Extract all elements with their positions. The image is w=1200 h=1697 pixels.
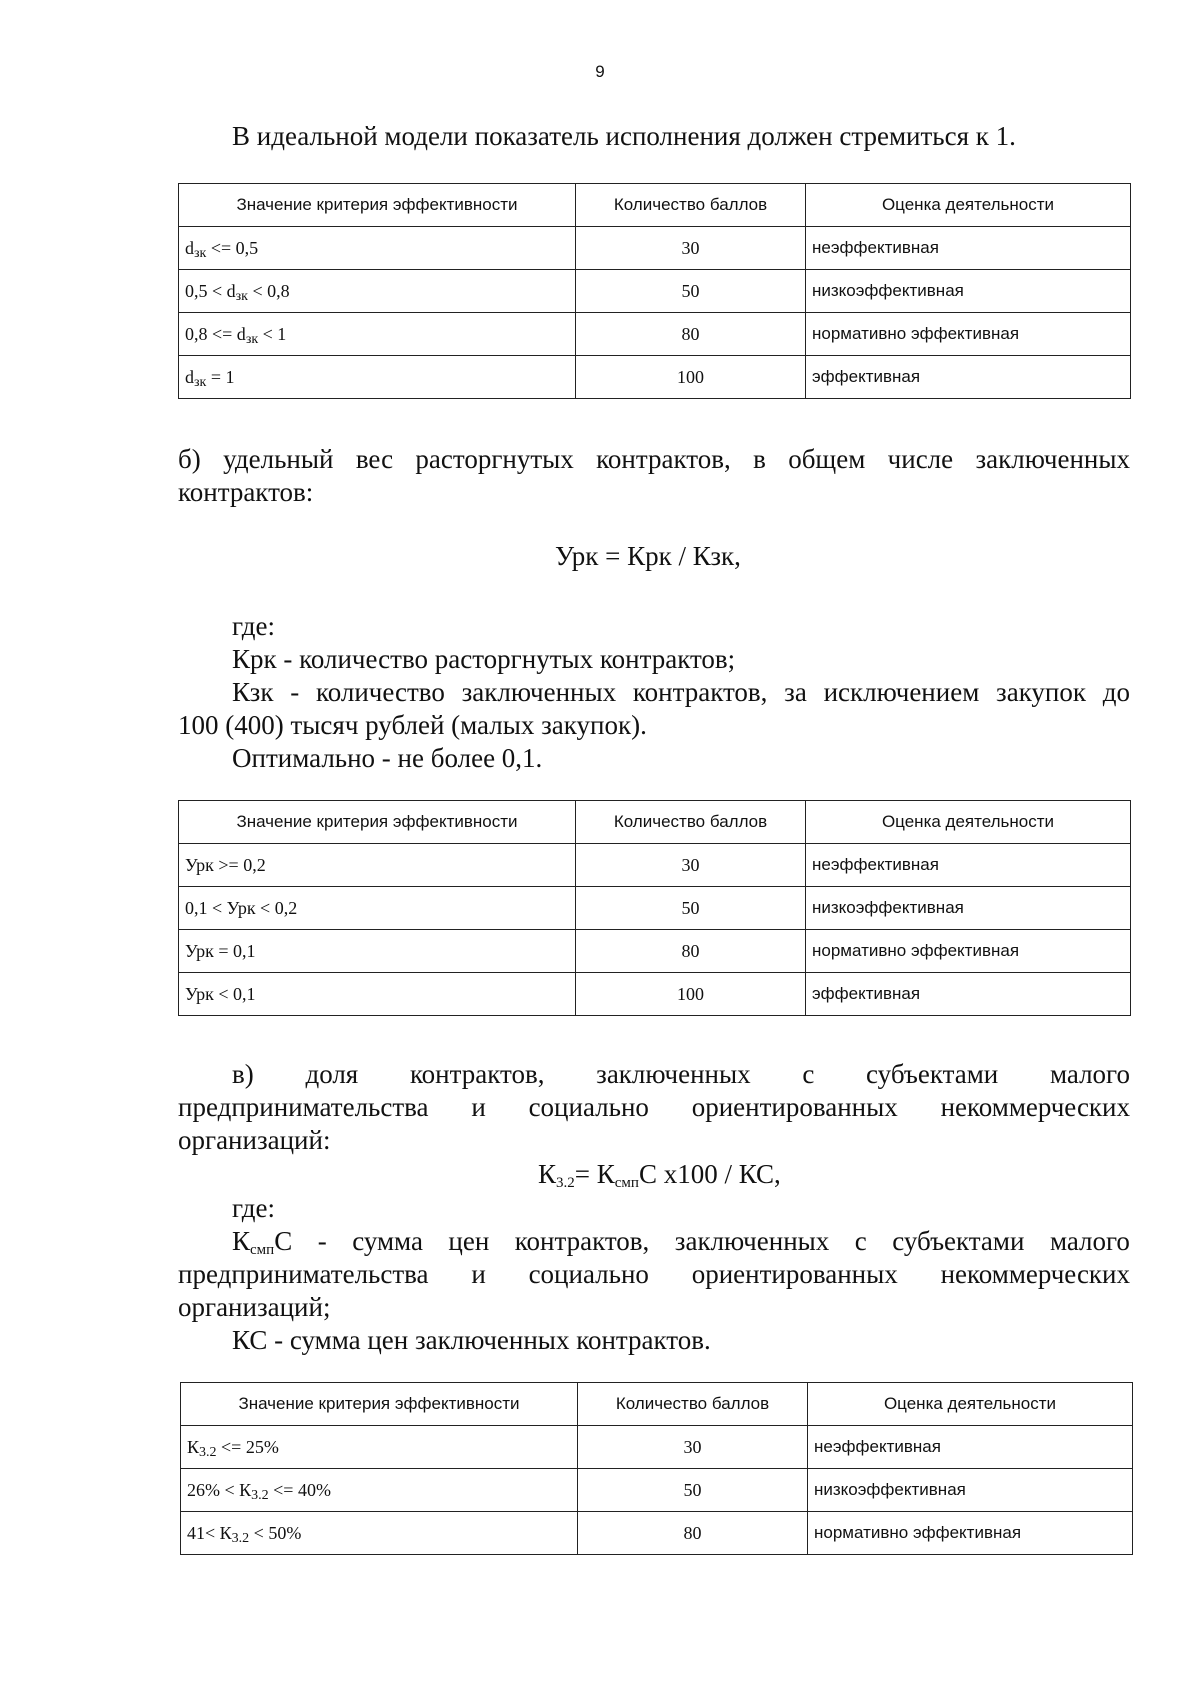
points-value: 30 [576,227,806,270]
points-value: 50 [576,887,806,930]
points-value: 100 [576,356,806,399]
criterion-value: Урк = 0,1 [179,930,576,973]
criterion-value: $26\% < К_{3.2} <= 40\%$ [181,1469,578,1512]
formula-urk: Урк = Крк / Кзк, [555,541,741,571]
ksmp-definition-line2: предпринимательства и социально ориентированных некоммерческих [178,1259,1130,1289]
section-v-line2: предпринимательства и социально ориентированных некоммерческих [178,1092,1130,1122]
criterion-value: 0,1 < Урк < 0,2 [179,887,576,930]
grade-value: неэффективная [808,1426,1133,1469]
header-criterion: Значение критерия эффективности [179,184,576,227]
table-header-row [181,1383,1133,1426]
intro-paragraph: В идеальной модели показатель исполнения должен стремиться к 1. [232,121,1016,151]
criterion-value: Урк >= 0,2 [179,844,576,887]
table-header-row [179,184,1131,227]
ks-definition: КС - сумма цен заключенных контрактов. [232,1325,711,1355]
criterion-value: $0,5 < d_{зк} < 0,8$ [179,270,576,313]
table-row [181,1469,1133,1512]
table-row [179,227,1131,270]
table-row [179,887,1131,930]
points-value: 100 [576,973,806,1016]
page-number: 9 [595,62,605,81]
criteria-table-3 [180,1382,1133,1555]
table-row [179,973,1131,1016]
ksmp-definition-line1: $К_{смп}С$ - сумма цен контрактов, заключенных с субъектами малого [232,1226,1130,1258]
points-value: 80 [576,313,806,356]
header-points: Количество баллов [576,801,806,844]
points-value: 80 [578,1512,808,1555]
table-row [179,270,1131,313]
section-v-line1: в) доля контрактов, заключенных с субъектами малого [232,1059,1130,1089]
grade-value: неэффективная [806,844,1131,887]
header-points: Количество баллов [578,1383,808,1426]
table-row [181,1426,1133,1469]
header-points: Количество баллов [576,184,806,227]
header-criterion: Значение критерия эффективности [179,801,576,844]
formula-k32: $К_{3.2}= К_{смп}С$ х100 / КС, [538,1159,781,1191]
header-criterion: Значение критерия эффективности [181,1383,578,1426]
where-label: где: [232,611,275,641]
header-grade: Оценка деятельности [806,184,1131,227]
optimal-note: Оптимально - не более 0,1. [232,743,543,773]
points-value: 30 [578,1426,808,1469]
points-value: 80 [576,930,806,973]
criterion-value: $К_{3.2} <= 25\%$ [181,1426,578,1469]
krk-definition: Крк - количество расторгнутых контрактов; [232,644,736,674]
points-value: 50 [578,1469,808,1512]
grade-value: нормативно эффективная [806,930,1131,973]
table-row [179,844,1131,887]
header-grade: Оценка деятельности [808,1383,1133,1426]
points-value: 30 [576,844,806,887]
where-label-2: где: [232,1193,275,1223]
grade-value: нормативно эффективная [806,313,1131,356]
section-b-heading-continued: контрактов: [178,477,314,507]
table-row [179,313,1131,356]
criterion-value: $d_{зк} <= 0,5$ [179,227,576,270]
section-v-line3: организаций: [178,1125,331,1155]
grade-value: неэффективная [806,227,1131,270]
kzk-definition-line2: 100 (400) тысяч рублей (малых закупок). [178,710,647,740]
table-row [179,930,1131,973]
grade-value: низкоэффективная [806,270,1131,313]
criteria-table-2 [178,800,1131,1016]
grade-value: низкоэффективная [806,887,1131,930]
grade-value: эффективная [806,356,1131,399]
grade-value: низкоэффективная [808,1469,1133,1512]
table-row [181,1512,1133,1555]
table-header-row [179,801,1131,844]
section-b-heading: б) удельный вес расторгнутых контрактов, в общем числе заключенных [178,444,1130,474]
kzk-definition-line1: Кзк - количество заключенных контрактов, за исключением закупок до [232,677,1130,707]
header-grade: Оценка деятельности [806,801,1131,844]
criteria-table-1 [178,183,1131,399]
criterion-value: $0,8 <= d_{зк} < 1$ [179,313,576,356]
criterion-value: $d_{зк} = 1$ [179,356,576,399]
criterion-value: Урк < 0,1 [179,973,576,1016]
grade-value: нормативно эффективная [808,1512,1133,1555]
grade-value: эффективная [806,973,1131,1016]
criterion-value: $41< К_{3.2} < 50\%$ [181,1512,578,1555]
table-row [179,356,1131,399]
points-value: 50 [576,270,806,313]
ksmp-definition-line3: организаций; [178,1292,331,1322]
